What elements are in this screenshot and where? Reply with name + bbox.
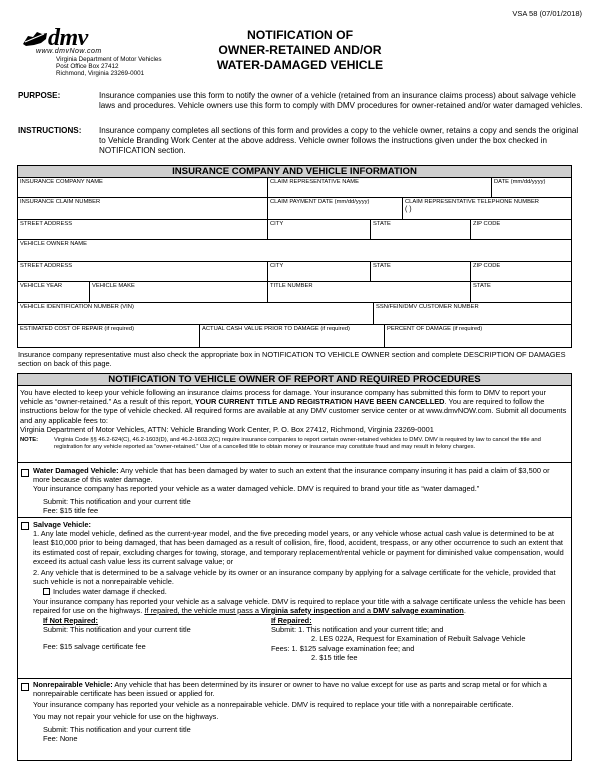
notification-header: NOTIFICATION TO VEHICLE OWNER OF REPORT AND REQUIRED PROCEDURES (18, 374, 571, 386)
dmv-address (56, 56, 162, 78)
title-state-field[interactable]: STATE (473, 283, 491, 289)
title-line: OWNER-RETAINED AND/OR (218, 43, 382, 57)
dept-line: Post Office Box 27412 (56, 63, 119, 71)
instructions-text: Insurance company completes all sections of this form and provides a copy to the vehicle owner, retains a copy and sends the original to Vehicle Branding Work Center at the above address. Vehicle owner follows the instructions given under the box checked in NOTIFICATION section. (99, 126, 579, 156)
zip-field[interactable]: ZIP CODE (473, 221, 501, 227)
salvage-examination: DMV salvage examination (373, 605, 464, 615)
intro-text-cont: . You are required to follow the instructions below for the type of vehicle checked. All required forms are available at any DMV customer service center or at www.dmvNOW.com. Submit all documents and any applicable fees to: (20, 397, 567, 425)
salvage-checkbox[interactable] (21, 522, 29, 530)
salvage-title: Salvage Vehicle: (33, 520, 91, 529)
form-title (185, 28, 415, 73)
purpose-text: Insurance companies use this form to notify the owner of a vehicle (retained from an insurance claims process) about salvage vehicle laws and procedures. Vehicle owners use this form to comply with DMV procedures for owner-retained and/or water damaged vehicles. (99, 91, 583, 111)
rep-note: Insurance company representative must also check the appropriate box in NOTIFICATION TO VEHICLE OWNER section and complete DESCRIPTION OF DAMAGES section on back of this page. (18, 350, 566, 368)
instructions-section (18, 126, 587, 157)
not-repaired-column (33, 616, 271, 662)
nonrepairable-reported: Your insurance company has reported your vehicle as a nonrepairable vehicle. DMV is required to replace your title with a nonrepairable certificate. (33, 700, 514, 710)
owner-name-field[interactable]: VEHICLE OWNER NAME (20, 241, 87, 247)
repair-cost-field[interactable]: ESTIMATED COST OF REPAIR (if required) (18, 325, 200, 347)
submit-address: Virginia Department of Motor Vehicles, ATTN: Vehicle Branding Work Center, P. O. Box 27412, Richmond, Virginia 23269-0001 (20, 424, 434, 434)
logo-site: www.dmvNow.com (36, 48, 102, 55)
salvage-period: . (463, 605, 466, 615)
not-repaired-heading: If Not Repaired: (43, 616, 99, 626)
includes-water-checkbox[interactable] (43, 588, 50, 595)
repaired-fee-1: Fees: 1. $125 salvage examination fee; and (271, 643, 415, 653)
claim-rep-field[interactable]: CLAIM REPRESENTATIVE NAME (268, 178, 492, 197)
salvage-def-1: 1. Any late model vehicle, defined as the current-year model, and the five preceding model years, or any vehicle whose actual cash value is determined to be at least $10,000 prior to being damaged, that has been damaged as a result of collision, fire, flood, accident, trespass, or any other occurrence to such an extent that its estimated cost of repair, excluding charges for towing, storage, and temporary replacement/rental vehicle or payment for diminished value compensation, would exceed its actual cash value less its current salvage value; or (33, 529, 564, 566)
salvage-def-2: 2. Any vehicle that is determined to be a salvage vehicle by its owner or an insurance company by applying for a salvage certificate for the vehicle, provided that such vehicle is not a nonrepairable vehicle. (33, 568, 556, 587)
nonrepairable-warning: You may not repair your vehicle for use on the highways. (33, 711, 219, 721)
owner-state-field[interactable]: STATE (371, 262, 471, 281)
insurance-company-field[interactable]: INSURANCE COMPANY NAME (18, 178, 268, 197)
notification-section (17, 373, 572, 761)
vehicle-info-section (17, 165, 572, 348)
salvage-block (33, 520, 568, 662)
water-fee: Fee: $15 title fee (43, 505, 99, 515)
payment-date-field[interactable]: CLAIM PAYMENT DATE (mm/dd/yyyy) (268, 198, 403, 219)
title-line: WATER-DAMAGED VEHICLE (216, 58, 384, 72)
acv-field[interactable]: ACTUAL CASH VALUE PRIOR TO DAMAGE (if required) (200, 325, 385, 347)
repaired-column (271, 616, 568, 662)
salvage-and: and a (350, 605, 374, 615)
vehicle-year-field[interactable]: VEHICLE YEAR (18, 282, 90, 302)
phone-area-code: ( ) (405, 206, 412, 213)
rep-phone-field[interactable] (403, 198, 571, 219)
dept-line: Richmond, Virginia 23269-0001 (56, 70, 145, 78)
purpose-section (18, 91, 587, 111)
logo-mark: dmv (48, 25, 88, 51)
salvage-reported: Your insurance company has reported your vehicle as a salvage vehicle. DMV is required to replace your title with a salvage certificate unless the vehicle has been repaired for use on the highways. (33, 596, 566, 615)
percent-damage-field[interactable]: PERCENT OF DAMAGE (if required) (387, 326, 483, 332)
includes-water-row[interactable] (33, 587, 568, 596)
not-repaired-submit: Submit: This notification and your current title (43, 625, 191, 635)
nonrepairable-checkbox[interactable] (21, 683, 29, 691)
nonrepairable-block (33, 680, 568, 743)
date-field[interactable]: DATE (mm/dd/yyyy) (494, 179, 546, 185)
repaired-submit-1: Submit: 1. This notification and your current title; and (271, 625, 444, 635)
owner-zip-field[interactable]: ZIP CODE (473, 263, 501, 269)
not-repaired-fee: Fee: $15 salvage certificate fee (43, 642, 146, 652)
repaired-heading: If Repaired: (271, 616, 312, 626)
legal-note (20, 437, 568, 451)
owner-street-field[interactable]: STREET ADDRESS (18, 262, 268, 281)
intro-emphasis: YOUR CURRENT TITLE AND REGISTRATION HAVE BEEN CANCELLED (195, 397, 445, 407)
state-field[interactable]: STATE (371, 220, 471, 239)
water-reported: Your insurance company has reported your vehicle as a water damaged vehicle. DMV is required to brand your title as “water damaged.” (33, 484, 480, 494)
purpose-label: PURPOSE: (18, 91, 61, 100)
notification-intro (20, 388, 568, 434)
repaired-submit-2: 2. LES 022A, Request for Examination of Rebuilt Salvage Vehicle (311, 634, 526, 644)
water-definition: Any vehicle that has been damaged by water to such an extent that the insurance company insuring it has paid a claim of $3,500 or more because of this water damage. (33, 466, 550, 485)
title-line: NOTIFICATION OF (246, 28, 354, 42)
vin-field[interactable]: VEHICLE IDENTIFICATION NUMBER (VIN) (18, 303, 374, 324)
note-label: NOTE: (20, 437, 39, 443)
salvage-repaired-note: If repaired, the vehicle must pass a (144, 605, 262, 615)
water-title: Water Damaged Vehicle: (33, 466, 119, 475)
dmv-logo (22, 25, 172, 55)
vehicle-make-field[interactable]: VEHICLE MAKE (90, 282, 268, 302)
water-damaged-checkbox[interactable] (21, 469, 29, 477)
owner-city-field[interactable]: CITY (268, 262, 371, 281)
nonrepairable-title: Nonrepairable Vehicle: (33, 680, 113, 689)
nonrepairable-submit: Submit: This notification and your current title (43, 724, 191, 734)
claim-number-field[interactable]: INSURANCE CLAIM NUMBER (18, 198, 268, 219)
nonrepairable-definition: Any vehicle that has been determined by its insurer or owner to have no value except for use as parts and scrap metal or for which a nonrepairable certificate has been issued or applied for. (33, 680, 547, 699)
section-header: INSURANCE COMPANY AND VEHICLE INFORMATION (18, 166, 571, 178)
water-damaged-block (33, 466, 568, 515)
rep-phone-label: CLAIM REPRESENTATIVE TELEPHONE NUMBER (405, 199, 539, 205)
nonrepairable-fee: Fee: None (43, 734, 78, 744)
city-field[interactable]: CITY (268, 220, 371, 239)
water-submit: Submit: This notification and your current title (43, 496, 191, 506)
ssn-field[interactable]: SSN/FEIN/DMV CUSTOMER NUMBER (376, 304, 479, 310)
includes-water-label: Includes water damage if checked. (53, 587, 167, 597)
repaired-fee-2: 2. $15 title fee (311, 652, 358, 662)
virginia-map-icon (22, 30, 48, 48)
intro-text: You have elected to keep your vehicle following an insurance claims process for damage. Your insurance company has submitted this form to DMV to report your vehicle as “owner-retained.” As a result of this report, (20, 388, 546, 407)
dept-line: Virginia Department of Motor Vehicles (56, 56, 162, 63)
title-number-field[interactable]: TITLE NUMBER (268, 282, 471, 302)
safety-inspection: Virginia safety inspection (261, 605, 351, 615)
street-address-field[interactable]: STREET ADDRESS (18, 220, 268, 239)
instructions-label: INSTRUCTIONS: (18, 126, 82, 135)
form-number: VSA 58 (07/01/2018) (512, 9, 582, 18)
note-text: Virginia Code §§ 46.2-624(C), 46.2-1603(D), and 46.2-1603.2(C) require insurance companies to report certain owner-retained vehicles to DMV. DMV is required by law to cancel the title and registration for any vehicle reported as “owner-retained.” Use of a cancelled title to obtain money or insurance may constitute fraud and may result in felony charges. (54, 437, 541, 451)
